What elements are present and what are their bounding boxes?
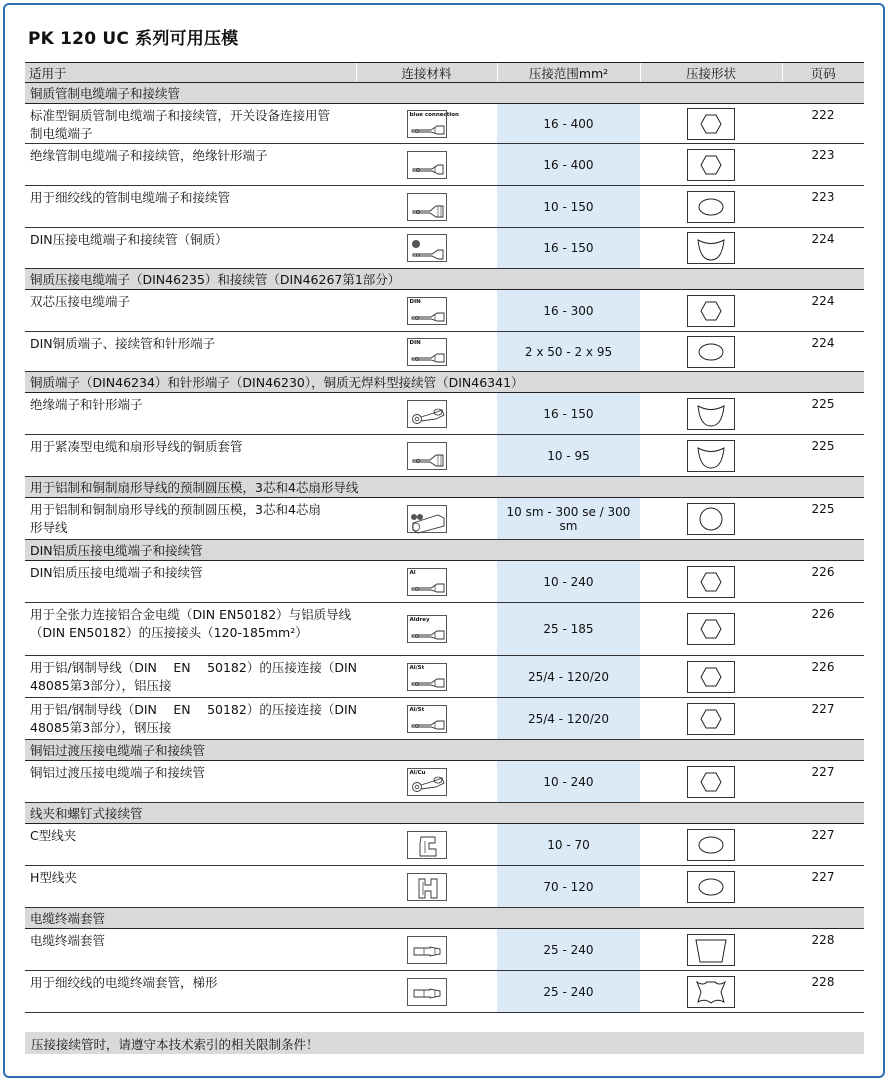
application-text: 用于细绞线的电缆终端套管，梯形 [30, 975, 218, 990]
crimp-range: 10 sm - 300 se / 300 sm [497, 498, 640, 540]
crimp-die-table [25, 62, 864, 1013]
material-tag: Al/Cu [409, 769, 426, 776]
application-text: 制电缆端子 [30, 126, 93, 141]
crimp-range: 16 - 400 [497, 144, 640, 186]
material-cell [356, 603, 497, 656]
crimp-range: 16 - 300 [497, 290, 640, 332]
page-number: 228 [782, 929, 864, 971]
hexagon-icon [687, 295, 735, 327]
cable-lug-flexible-icon [407, 442, 447, 470]
header-range: 压接范围mm² [497, 63, 640, 83]
hexagon-icon [687, 149, 735, 181]
material-cell [356, 393, 497, 435]
material-cell [356, 929, 497, 971]
table-row [25, 929, 864, 971]
shape-cell [640, 498, 782, 540]
crimp-range: 10 - 95 [497, 435, 640, 477]
application-text: DIN压接电缆端子和接续管（铜质） [30, 232, 228, 247]
page-number: 227 [782, 866, 864, 908]
section-header [25, 477, 864, 498]
shape-cell [640, 290, 782, 332]
table-body [25, 83, 864, 1013]
section-header [25, 372, 864, 393]
material-cell [356, 144, 497, 186]
table-header-row [25, 63, 864, 83]
shape-cell [640, 435, 782, 477]
section-header [25, 83, 864, 104]
h-clamp-icon [407, 873, 447, 901]
application-text: C型线夹 [30, 828, 77, 843]
material-cell [356, 698, 497, 740]
oval-icon [687, 191, 735, 223]
shape-cell [640, 971, 782, 1013]
material-tag: blue connection [409, 111, 459, 118]
application-text: 用于铝制和铜制扇形导线的预制圆压模，3芯和4芯扇 [30, 502, 321, 517]
application-cell [25, 971, 356, 1013]
section-title: 铜铝过渡压接电缆端子和接续管 [25, 740, 864, 761]
hexagon-icon [687, 613, 735, 645]
application-text: 用于铝/钢制导线（DIN EN 50182）的压接连接（DIN [30, 660, 357, 675]
table-row [25, 561, 864, 603]
table-row [25, 656, 864, 698]
application-text: 绝缘端子和针形端子 [30, 397, 143, 412]
material-cell [356, 332, 497, 372]
section-title: 电缆终端套管 [25, 908, 864, 929]
section-header [25, 269, 864, 290]
cable-lug-flexible-icon [407, 193, 447, 221]
crescent-icon [687, 440, 735, 472]
section-title: 铜质端子（DIN46234）和针形端子（DIN46230），铜质无焊料型接续管（DIN46341） [25, 372, 864, 393]
table-row [25, 435, 864, 477]
material-cell [356, 561, 497, 603]
shape-cell [640, 698, 782, 740]
table-row [25, 332, 864, 372]
trapezoid-notched-icon [687, 976, 735, 1008]
table-row [25, 866, 864, 908]
material-cell [356, 498, 497, 540]
footer-note: 压接接续管时，请遵守本技术索引的相关限制条件！ [25, 1032, 864, 1054]
material-tag: Al [409, 569, 416, 576]
application-cell [25, 656, 356, 698]
shape-cell [640, 761, 782, 803]
material-cell [356, 761, 497, 803]
material-tag: DIN [409, 339, 421, 346]
cable-lug-icon [407, 151, 447, 179]
crescent-icon [687, 232, 735, 264]
crimp-range: 16 - 150 [497, 393, 640, 435]
lug-tag-icon [407, 705, 447, 733]
application-cell [25, 104, 356, 144]
page-number: 222 [782, 104, 864, 144]
crimp-range: 10 - 240 [497, 561, 640, 603]
section-header [25, 740, 864, 761]
application-cell [25, 186, 356, 228]
material-cell [356, 971, 497, 1013]
crimp-range: 10 - 150 [497, 186, 640, 228]
end-sleeve-icon [407, 978, 447, 1006]
lug-tag-icon [407, 297, 447, 325]
application-text: H型线夹 [30, 870, 77, 885]
header-application: 适用于 [25, 63, 356, 83]
application-text: 48085第3部分），钢压接 [30, 720, 172, 735]
table-row [25, 498, 864, 540]
application-cell [25, 332, 356, 372]
application-cell [25, 393, 356, 435]
material-cell [356, 290, 497, 332]
material-cell [356, 104, 497, 144]
lug-tag-icon [407, 615, 447, 643]
application-text: （DIN EN50182）的压接接头（120-185mm²） [30, 625, 308, 640]
crimp-range: 10 - 70 [497, 824, 640, 866]
hexagon-icon [687, 661, 735, 693]
shape-cell [640, 824, 782, 866]
application-cell [25, 290, 356, 332]
circle-icon [687, 503, 735, 535]
material-cell [356, 186, 497, 228]
section-header [25, 908, 864, 929]
application-cell [25, 228, 356, 269]
material-cell [356, 656, 497, 698]
section-header [25, 540, 864, 561]
lug-tag-icon [407, 663, 447, 691]
shape-cell [640, 186, 782, 228]
shape-cell [640, 332, 782, 372]
table-row [25, 761, 864, 803]
material-cell [356, 228, 497, 269]
shape-cell [640, 929, 782, 971]
oval-icon [687, 336, 735, 368]
page-number: 226 [782, 603, 864, 656]
application-cell [25, 435, 356, 477]
table-row [25, 104, 864, 144]
page-number: 223 [782, 186, 864, 228]
crimp-range: 10 - 240 [497, 761, 640, 803]
application-text: 用于全张力连接铝合金电缆（DIN EN50182）与铝质导线 [30, 607, 352, 622]
table-row [25, 603, 864, 656]
crimp-range: 16 - 400 [497, 104, 640, 144]
crimp-range: 16 - 150 [497, 228, 640, 269]
section-title: 线夹和螺钉式接续管 [25, 803, 864, 824]
shape-cell [640, 104, 782, 144]
table-row [25, 824, 864, 866]
hexagon-icon [687, 703, 735, 735]
crimp-range: 70 - 120 [497, 866, 640, 908]
hexagon-icon [687, 566, 735, 598]
application-text: 绝缘管制电缆端子和接续管，绝缘针形端子 [30, 148, 268, 163]
section-title: DIN铝质压接电缆端子和接续管 [25, 540, 864, 561]
page-number: 227 [782, 761, 864, 803]
header-material: 连接材料 [356, 63, 497, 83]
section-header [25, 803, 864, 824]
c-clamp-icon [407, 831, 447, 859]
table-row [25, 698, 864, 740]
hexagon-icon [687, 108, 735, 140]
lug-tag-icon [407, 338, 447, 366]
page-number: 226 [782, 561, 864, 603]
section-title: 用于铝制和铜制扇形导线的预制圆压模，3芯和4芯扇形导线 [25, 477, 864, 498]
table-row [25, 186, 864, 228]
application-text: 双芯压接电缆端子 [30, 294, 131, 309]
shape-cell [640, 144, 782, 186]
end-sleeve-icon [407, 936, 447, 964]
application-text: 48085第3部分），铝压接 [30, 678, 172, 693]
crescent-icon [687, 398, 735, 430]
shape-cell [640, 656, 782, 698]
crimp-range: 2 x 50 - 2 x 95 [497, 332, 640, 372]
lug-tag-icon [407, 110, 459, 138]
material-cell [356, 435, 497, 477]
shape-cell [640, 393, 782, 435]
cable-lug-dot-icon [407, 234, 447, 262]
application-text: 标准型铜质管制电缆端子和接续管，开关设备连接用管 [30, 108, 331, 123]
crimp-range: 25/4 - 120/20 [497, 656, 640, 698]
page-number: 227 [782, 824, 864, 866]
material-cell [356, 866, 497, 908]
crimp-range: 25 - 240 [497, 971, 640, 1013]
page-number: 224 [782, 332, 864, 372]
section-title: 铜质管制电缆端子和接续管 [25, 83, 864, 104]
application-cell [25, 144, 356, 186]
application-text: DIN铝质压接电缆端子和接续管 [30, 565, 203, 580]
shape-cell [640, 561, 782, 603]
material-cell [356, 824, 497, 866]
page-number: 224 [782, 228, 864, 269]
oval-icon [687, 871, 735, 903]
page-number: 228 [782, 971, 864, 1013]
application-cell [25, 561, 356, 603]
sector-conductor-icon [407, 505, 447, 533]
application-cell [25, 498, 356, 540]
material-tag: Aldrey [409, 617, 430, 623]
page-number: 225 [782, 498, 864, 540]
crimp-range: 25/4 - 120/20 [497, 698, 640, 740]
shape-cell [640, 603, 782, 656]
page-number: 225 [782, 435, 864, 477]
lug-tag-icon [407, 568, 447, 596]
material-tag: Al/St [409, 664, 425, 671]
oval-icon [687, 829, 735, 861]
page-number: 223 [782, 144, 864, 186]
table-row [25, 290, 864, 332]
table-row [25, 393, 864, 435]
ring-terminal-icon [407, 768, 447, 796]
application-text: 用于紧凑型电缆和扇形导线的铜质套管 [30, 439, 243, 454]
page-number: 224 [782, 290, 864, 332]
application-cell [25, 698, 356, 740]
section-title: 铜质压接电缆端子（DIN46235）和接续管（DIN46267第1部分） [25, 269, 864, 290]
application-text: 电缆终端套管 [30, 933, 106, 948]
hexagon-icon [687, 766, 735, 798]
header-page: 页码 [782, 63, 864, 83]
header-shape: 压接形状 [640, 63, 782, 83]
application-text: DIN铜质端子、接续管和针形端子 [30, 336, 216, 351]
application-text: 形导线 [30, 520, 68, 535]
application-text: 用于铝/钢制导线（DIN EN 50182）的压接连接（DIN [30, 702, 357, 717]
page-number: 226 [782, 656, 864, 698]
application-cell [25, 866, 356, 908]
crimp-range: 25 - 185 [497, 603, 640, 656]
application-cell [25, 761, 356, 803]
application-cell [25, 603, 356, 656]
shape-cell [640, 228, 782, 269]
page-number: 227 [782, 698, 864, 740]
application-cell [25, 929, 356, 971]
table-row [25, 228, 864, 269]
material-tag: DIN [409, 298, 421, 305]
ring-terminal-icon [407, 400, 447, 428]
application-cell [25, 824, 356, 866]
page-title: PK 120 UC 系列可用压模 [28, 29, 239, 49]
trapezoid-icon [687, 934, 735, 966]
material-tag: Al/St [409, 706, 425, 713]
crimp-range: 25 - 240 [497, 929, 640, 971]
table-row [25, 144, 864, 186]
page-number: 225 [782, 393, 864, 435]
shape-cell [640, 866, 782, 908]
application-text: 铜铝过渡压接电缆端子和接续管 [30, 765, 206, 780]
application-text: 用于细绞线的管制电缆端子和接续管 [30, 190, 231, 205]
table-row [25, 971, 864, 1013]
